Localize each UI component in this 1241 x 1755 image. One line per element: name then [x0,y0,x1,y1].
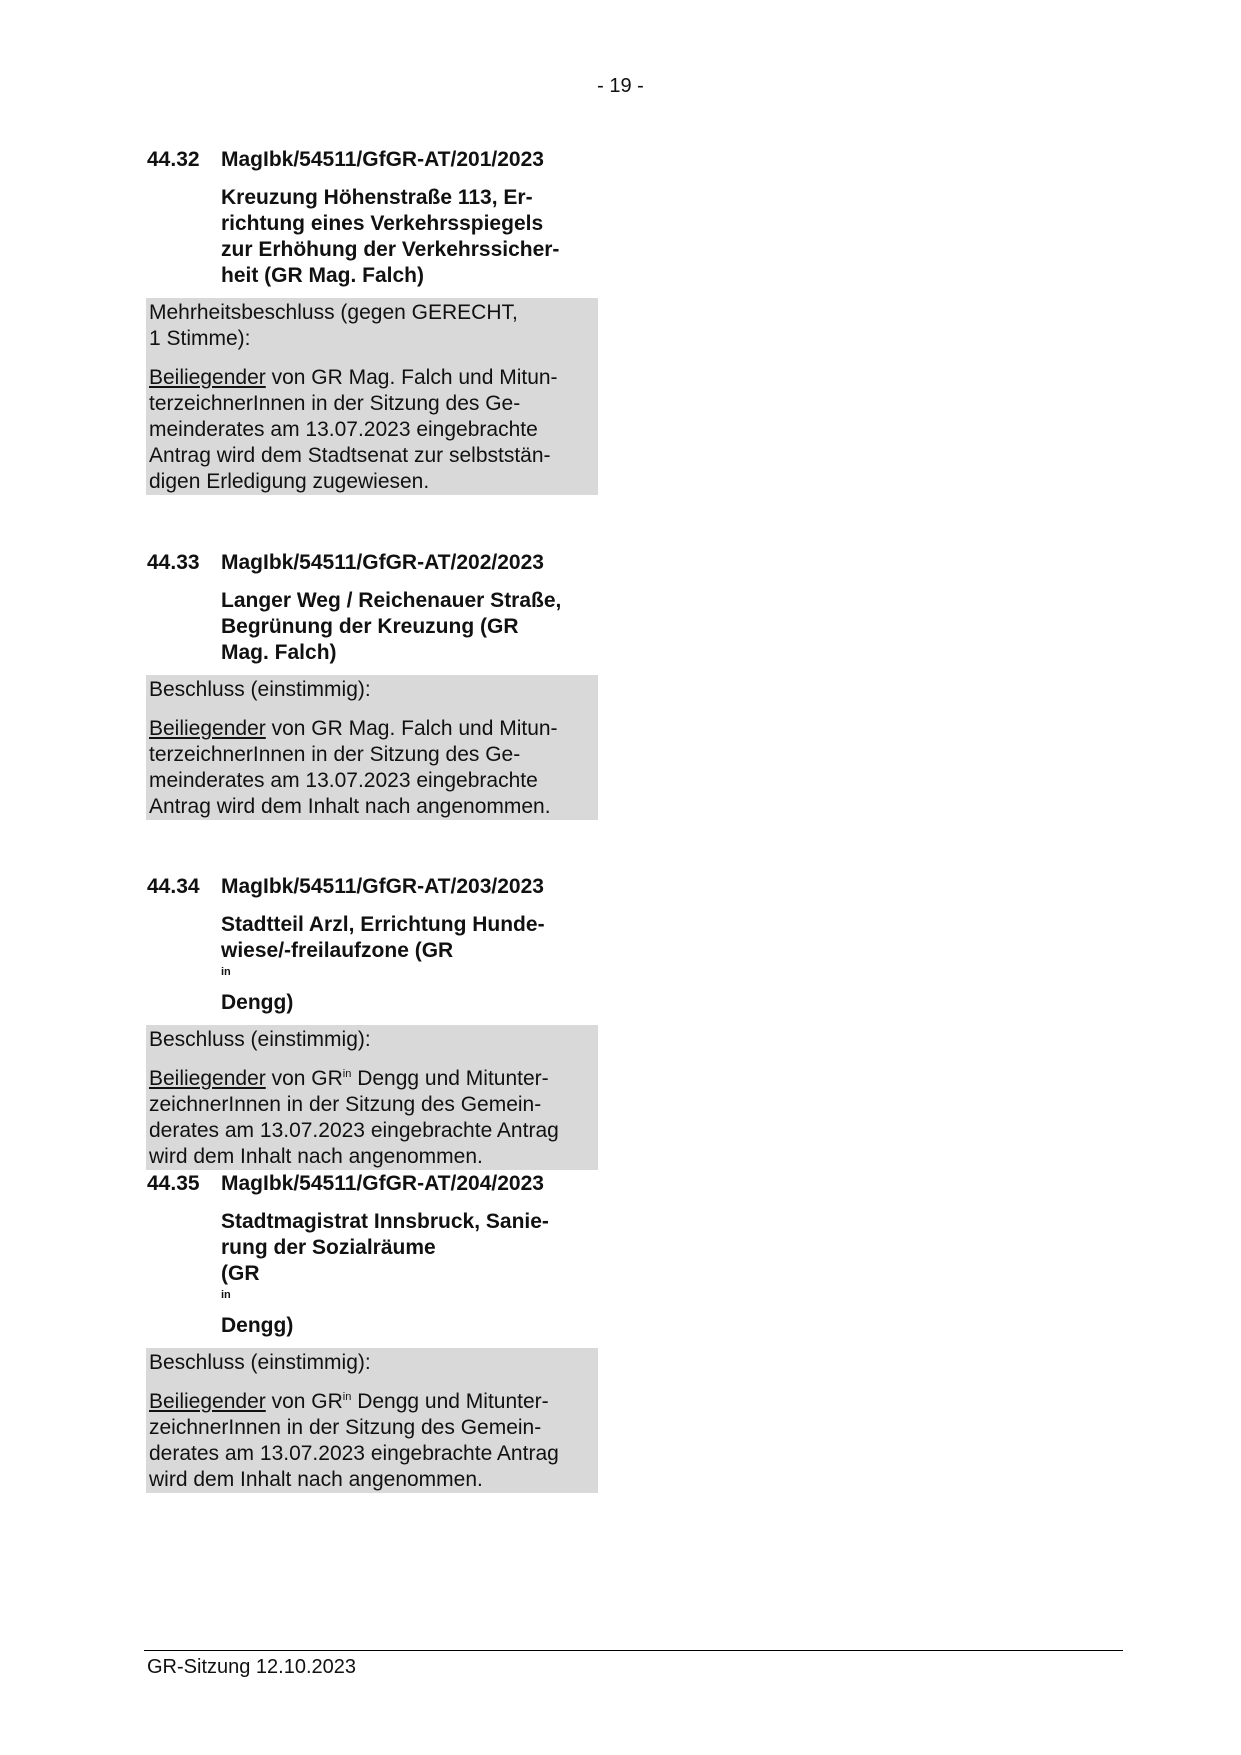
footer-text: GR-Sitzung 12.10.2023 [147,1656,357,1678]
superscript: in [221,966,231,978]
decision-text-line [149,716,598,742]
decision-text-fragment: von GR [265,1390,343,1413]
decision-box [146,675,598,820]
decision-text [149,365,598,495]
underlined-word: Beiliegender [149,1390,266,1413]
decision-text-line [149,1389,598,1415]
decision-text-line [149,1066,598,1092]
item-header [146,550,598,575]
decision-label [149,300,598,352]
decision-text-line: Antrag wird dem Inhalt nach angenommen. [149,795,551,818]
title-line: Langer Weg / Reichenauer Straße, [221,589,562,612]
title-line: rung der Sozialräume [221,1236,436,1259]
item-header [146,1171,598,1196]
decision-label: Beschluss (einstimmig): [149,678,371,701]
decision-text-line: meinderates am 13.07.2023 eingebrachte [149,418,538,441]
decision-text-line: wird dem Inhalt nach angenommen. [149,1145,483,1168]
decision-text-line: derates am 13.07.2023 eingebrachte Antrag [149,1119,559,1142]
item-header [146,147,598,172]
item-number: 44.33 [147,551,200,574]
decision-text-line: meinderates am 13.07.2023 eingebrachte [149,769,538,792]
underlined-word: Beiliegender [149,366,266,389]
item-title [221,588,601,666]
title-line: richtung eines Verkehrsspiegels [221,212,544,235]
decision-text [149,1066,598,1170]
decision-label-line: 1 Stimme): [149,327,251,350]
page-number: - 19 - [597,75,644,97]
underlined-word: Beiliegender [149,1067,266,1090]
decision-text-line: digen Erledigung zugewiesen. [149,470,430,493]
item-reference: MagIbk/54511/GfGR-AT/202/2023 [221,551,544,574]
decision-label-line: Mehrheitsbeschluss (gegen GERECHT, [149,301,518,324]
decision-text-fragment: von GR Mag. Falch und Mitun- [265,717,558,740]
title-line: zur Erhöhung der Verkehrssicher- [221,238,560,261]
decision-text-line [149,365,598,391]
title-fragment: (GR [221,1262,260,1285]
item-reference: MagIbk/54511/GfGR-AT/203/2023 [221,875,544,898]
item-reference: MagIbk/54511/GfGR-AT/204/2023 [221,1172,544,1195]
item-title [221,185,601,289]
decision-text [149,716,598,820]
title-line [221,1261,601,1339]
decision-box [146,1025,598,1170]
decision-box [146,298,598,495]
title-line [221,938,601,1016]
superscript: in [342,1391,352,1403]
item-number: 44.35 [147,1172,200,1195]
decision-text-line: derates am 13.07.2023 eingebrachte Antrag [149,1442,559,1465]
decision-text-line: zeichnerInnen in der Sitzung des Gemein- [149,1416,542,1439]
agenda-item [146,1171,598,1493]
decision-text-fragment: Dengg und Mitunter- [351,1390,549,1413]
title-line: Stadtteil Arzl, Errichtung Hunde- [221,913,545,936]
decision-text [149,1389,598,1493]
item-number: 44.34 [147,875,200,898]
item-title [221,1209,601,1339]
agenda-item [146,147,598,495]
decision-text-line: Antrag wird dem Stadtsenat zur selbststän- [149,444,551,467]
title-fragment: Dengg) [221,1314,294,1337]
decision-text-line: wird dem Inhalt nach angenommen. [149,1468,483,1491]
title-line: Begrünung der Kreuzung (GR [221,615,519,638]
underlined-word: Beiliegender [149,717,266,740]
superscript: in [221,1289,231,1301]
decision-text-line: terzeichnerInnen in der Sitzung des Ge- [149,392,521,415]
title-line: heit (GR Mag. Falch) [221,264,425,287]
title-fragment: Dengg) [221,991,294,1014]
decision-text-line: zeichnerInnen in der Sitzung des Gemein- [149,1093,542,1116]
item-number: 44.32 [147,148,200,171]
item-title [221,912,601,1016]
decision-label: Beschluss (einstimmig): [149,1351,371,1374]
decision-text-fragment: von GR [265,1067,343,1090]
footer-rule [144,1650,1123,1651]
decision-box [146,1348,598,1493]
item-header [146,874,598,899]
decision-text-fragment: von GR Mag. Falch und Mitun- [265,366,558,389]
superscript: in [342,1068,352,1080]
title-line: Stadtmagistrat Innsbruck, Sanie- [221,1210,549,1233]
agenda-item [146,874,598,1170]
decision-text-fragment: Dengg und Mitunter- [351,1067,549,1090]
decision-text-line: terzeichnerInnen in der Sitzung des Ge- [149,743,521,766]
title-line: Kreuzung Höhenstraße 113, Er- [221,186,533,209]
item-reference: MagIbk/54511/GfGR-AT/201/2023 [221,148,544,171]
title-fragment: wiese/-freilaufzone (GR [221,939,454,962]
title-line: Mag. Falch) [221,641,337,664]
decision-label: Beschluss (einstimmig): [149,1028,371,1051]
agenda-item [146,550,598,820]
